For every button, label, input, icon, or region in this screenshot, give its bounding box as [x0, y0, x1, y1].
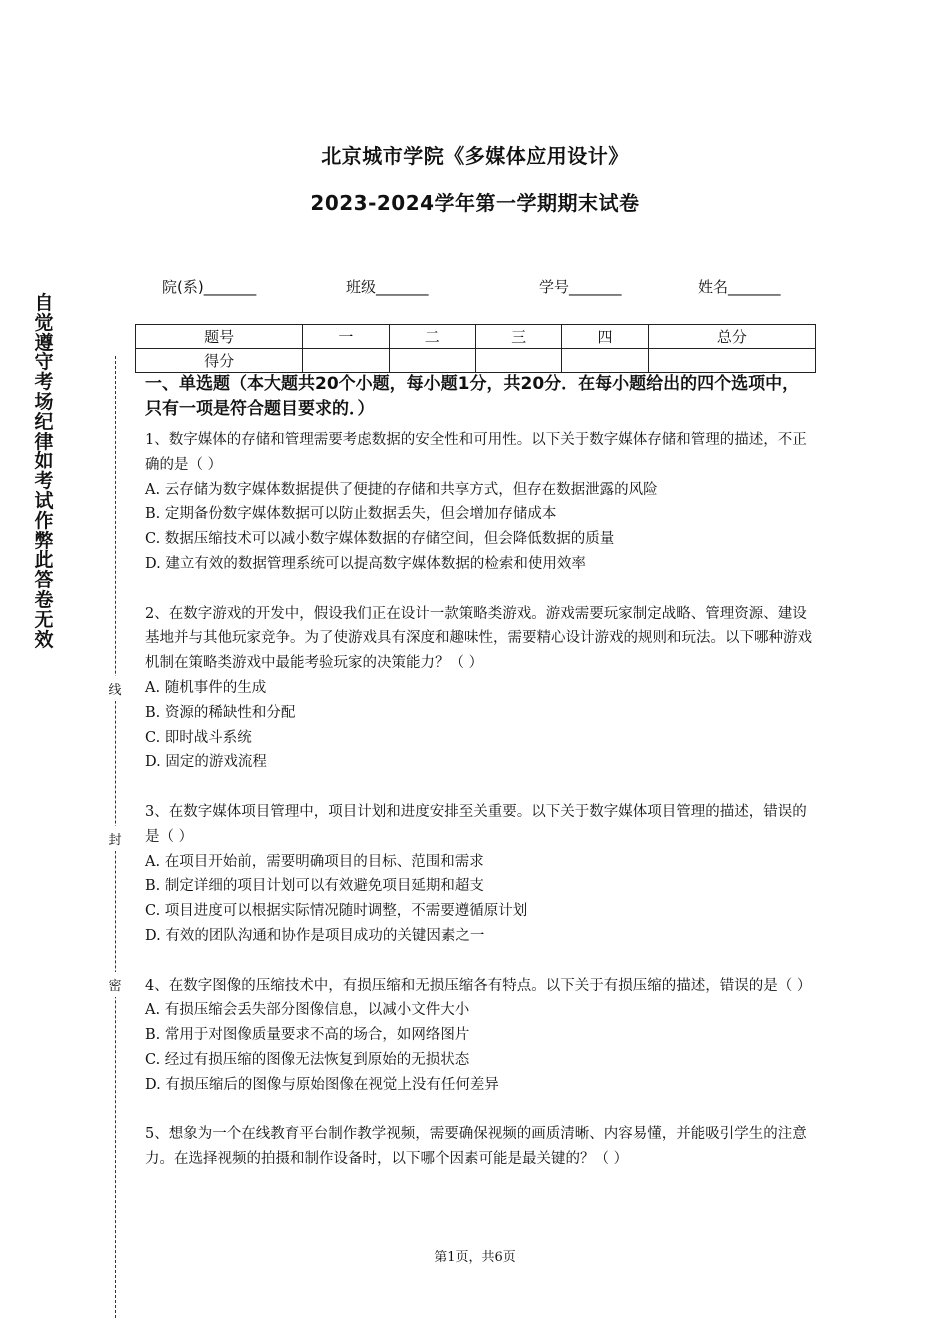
option-c: C. 即时战斗系统 [145, 729, 252, 746]
score-table [135, 324, 816, 373]
exam-subtitle: 2023-2024学年第一学期期末试卷 [310, 191, 640, 215]
exam-content [145, 372, 813, 1172]
name-field: 姓名_______ [698, 278, 781, 296]
option-a: A. 在项目开始前，需要明确项目的目标、范围和需求 [145, 853, 484, 870]
department-field: 院(系)_______ [162, 278, 257, 296]
question-stem: 1、数字媒体的存储和管理需要考虑数据的安全性和可用性。以下关于数字媒体存储和管理的描述，不正确的是（ ） [145, 432, 807, 473]
score-input-cell [389, 349, 475, 373]
table-cell: 三 [475, 325, 561, 349]
option-c: C. 经过有损压缩的图像无法恢复到原始的无损状态 [145, 1051, 470, 1068]
score-input-cell [562, 349, 648, 373]
question-1 [145, 428, 813, 577]
option-b: B. 资源的稀缺性和分配 [145, 704, 296, 721]
page-number: 第1页，共6页 [434, 1250, 516, 1265]
table-cell: 得分 [136, 349, 303, 373]
option-b: B. 定期备份数字媒体数据可以防止数据丢失，但会增加存储成本 [145, 506, 557, 523]
student-id-field: 学号_______ [539, 278, 622, 296]
option-b: B. 常用于对图像质量要求不高的场合，如网络图片 [145, 1027, 470, 1044]
score-input-cell [303, 349, 389, 373]
option-d: D. 固定的游戏流程 [145, 754, 267, 771]
question-3 [145, 800, 813, 949]
question-5 [145, 1122, 813, 1172]
score-table-header-row [136, 325, 816, 349]
table-cell: 总分 [648, 325, 815, 349]
option-d: D. 有效的团队沟通和协作是项目成功的关键因素之一 [145, 927, 485, 944]
table-cell: 一 [303, 325, 389, 349]
score-input-cell [475, 349, 561, 373]
question-stem: 3、在数字媒体项目管理中，项目计划和进度安排至关重要。以下关于数字媒体项目管理的描述，错误的是（ ） [145, 803, 807, 845]
score-table-score-row [136, 349, 816, 373]
score-input-cell [648, 349, 815, 373]
table-cell: 二 [389, 325, 475, 349]
option-a: A. 随机事件的生成 [145, 679, 267, 696]
question-2 [145, 602, 813, 776]
seal-warning-text: 自觉遵守考场纪律如考试作弊此答卷无效 [34, 292, 54, 651]
seal-mark-line: 线 [106, 676, 124, 701]
exam-title: 北京城市学院《多媒体应用设计》 [321, 144, 629, 168]
class-field: 班级_______ [346, 278, 429, 296]
table-cell: 题号 [136, 325, 303, 349]
option-b: B. 制定详细的项目计划可以有效避免项目延期和超支 [145, 878, 484, 895]
option-a: A. 有损压缩会丢失部分图像信息，以减小文件大小 [145, 1002, 470, 1019]
option-c: C. 数据压缩技术可以减小数字媒体数据的存储空间，但会降低数据的质量 [145, 531, 615, 548]
option-a: A. 云存储为数字媒体数据提供了便捷的存储和共享方式，但存在数据泄露的风险 [145, 481, 658, 498]
seal-mark-secret: 密 [106, 972, 124, 997]
option-c: C. 项目进度可以根据实际情况随时调整，不需要遵循原计划 [145, 903, 528, 920]
question-stem: 2、在数字游戏的开发中，假设我们正在设计一款策略类游戏。游戏需要玩家制定战略、管理资源、建设基地并与其他玩家竞争。为了使游戏具有深度和趣味性，需要精心设计游戏的规则和玩法。以下哪种游戏机制在策略类游戏中最能考验玩家的决策能力？（ ） [145, 605, 812, 672]
seal-mark-seal: 封 [106, 826, 124, 851]
section-title: 一、单选题（本大题共20个小题，每小题1分，共20分．在每小题给出的四个选项中，只有一项是符合题目要求的．） [145, 374, 800, 419]
option-d: D. 建立有效的数据管理系统可以提高数字媒体数据的检索和使用效率 [145, 555, 586, 572]
question-stem: 5、想象为一个在线教育平台制作教学视频，需要确保视频的画质清晰、内容易懂，并能吸引学生的注意力。在选择视频的拍摄和制作设备时，以下哪个因素可能是最关键的？（ ） [145, 1126, 807, 1168]
table-cell: 四 [562, 325, 648, 349]
question-4 [145, 974, 813, 1098]
option-d: D. 有损压缩后的图像与原始图像在视觉上没有任何差异 [145, 1076, 499, 1093]
question-stem: 4、在数字图像的压缩技术中，有损压缩和无损压缩各有特点。以下关于有损压缩的描述，错误的是（ ） [145, 977, 812, 994]
